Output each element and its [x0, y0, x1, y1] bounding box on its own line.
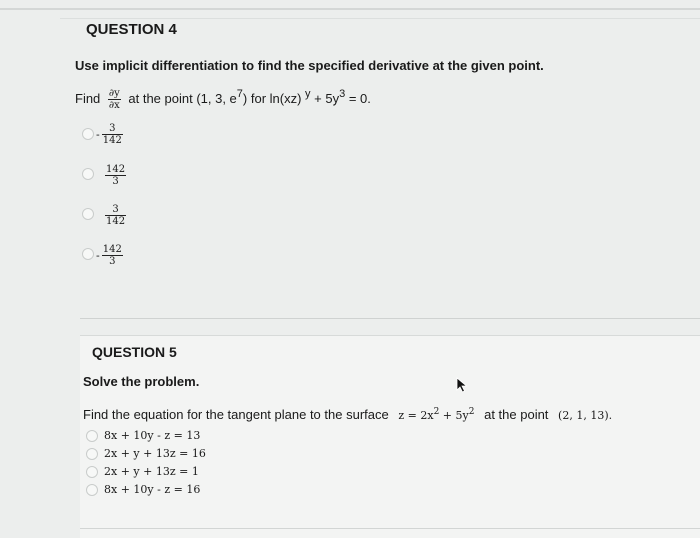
choice-denominator: 142: [106, 216, 126, 227]
exponent-y: y: [305, 87, 311, 100]
choice-numerator: 142: [102, 244, 122, 255]
question-divider: [80, 318, 700, 319]
choice-denominator: 3: [109, 256, 116, 267]
q4-choice-1[interactable]: [96, 123, 123, 146]
find-label: Find: [75, 90, 101, 106]
choice-fraction: [105, 204, 126, 227]
q5-choice-1[interactable]: 8x + 10y - z = 13: [104, 429, 201, 442]
choice-fraction: [102, 123, 123, 146]
bottom-divider: [80, 528, 700, 529]
choice-sign: -: [96, 249, 100, 262]
choice-fraction: [102, 244, 123, 267]
surface-exponent-2: 2: [468, 407, 475, 417]
choice-numerator: 142: [106, 164, 126, 175]
question-4-prompt: Use implicit differentiation to find the specified derivative at the given point.: [75, 58, 544, 73]
q5-choice-1-radio[interactable]: [86, 430, 98, 442]
q4-choice-4-radio[interactable]: [82, 248, 94, 260]
q5-choice-2[interactable]: 2x + y + 13z = 16: [104, 447, 206, 460]
surface-equation: [398, 409, 474, 422]
derivative-numerator: ∂y: [108, 88, 120, 99]
question-5-title: QUESTION 5: [92, 344, 177, 360]
mouse-cursor-icon: [456, 377, 468, 393]
for-text: ) for ln(xz): [242, 90, 302, 106]
surface-part-a: z = 2x: [398, 409, 434, 422]
q5-choice-4-radio[interactable]: [86, 484, 98, 496]
choice-sign: -: [96, 128, 100, 141]
question-4-title: QUESTION 4: [86, 21, 177, 38]
top-divider-2: [60, 18, 700, 19]
choice-numerator: 3: [102, 123, 123, 135]
question-5-prompt: Solve the problem.: [83, 374, 200, 389]
top-divider: [0, 8, 700, 10]
q5-choice-3[interactable]: 2x + y + 13z = 1: [104, 465, 199, 478]
q4-choice-3-radio[interactable]: [82, 208, 94, 220]
q4-choice-1-radio[interactable]: [82, 128, 94, 140]
exponent-7: 7: [236, 87, 243, 100]
surface-exponent-1: 2: [433, 407, 440, 417]
at-the-point-text: at the point: [484, 407, 549, 422]
q4-choice-3[interactable]: [103, 204, 126, 227]
plus-5y-text: + 5y: [314, 90, 340, 106]
choice-denominator: 3: [112, 176, 119, 187]
at-point-text: at the point (1, 3, e: [128, 90, 237, 106]
q5-choice-3-radio[interactable]: [86, 466, 98, 478]
surface-part-b: + 5y: [439, 409, 469, 422]
equals-zero-text: = 0.: [348, 90, 371, 106]
question-4-statement: [75, 88, 371, 111]
q4-choice-2[interactable]: [103, 164, 126, 187]
question-5-statement: [83, 407, 612, 422]
choice-denominator: 142: [102, 135, 122, 146]
choice-numerator: 3: [105, 204, 126, 216]
question-5-top-border: [80, 335, 700, 336]
derivative-denominator: ∂x: [108, 100, 120, 111]
choice-fraction: [105, 164, 126, 187]
q4-choice-2-radio[interactable]: [82, 168, 94, 180]
q5-choice-4[interactable]: 8x + 10y - z = 16: [104, 483, 201, 496]
q4-choice-4[interactable]: [96, 244, 123, 267]
find-equation-text: Find the equation for the tangent plane to the surface: [83, 407, 389, 422]
point-value: (2, 1, 13).: [558, 409, 613, 422]
exponent-3: 3: [339, 87, 346, 100]
q5-choice-2-radio[interactable]: [86, 448, 98, 460]
partial-derivative-fraction: [108, 88, 121, 111]
